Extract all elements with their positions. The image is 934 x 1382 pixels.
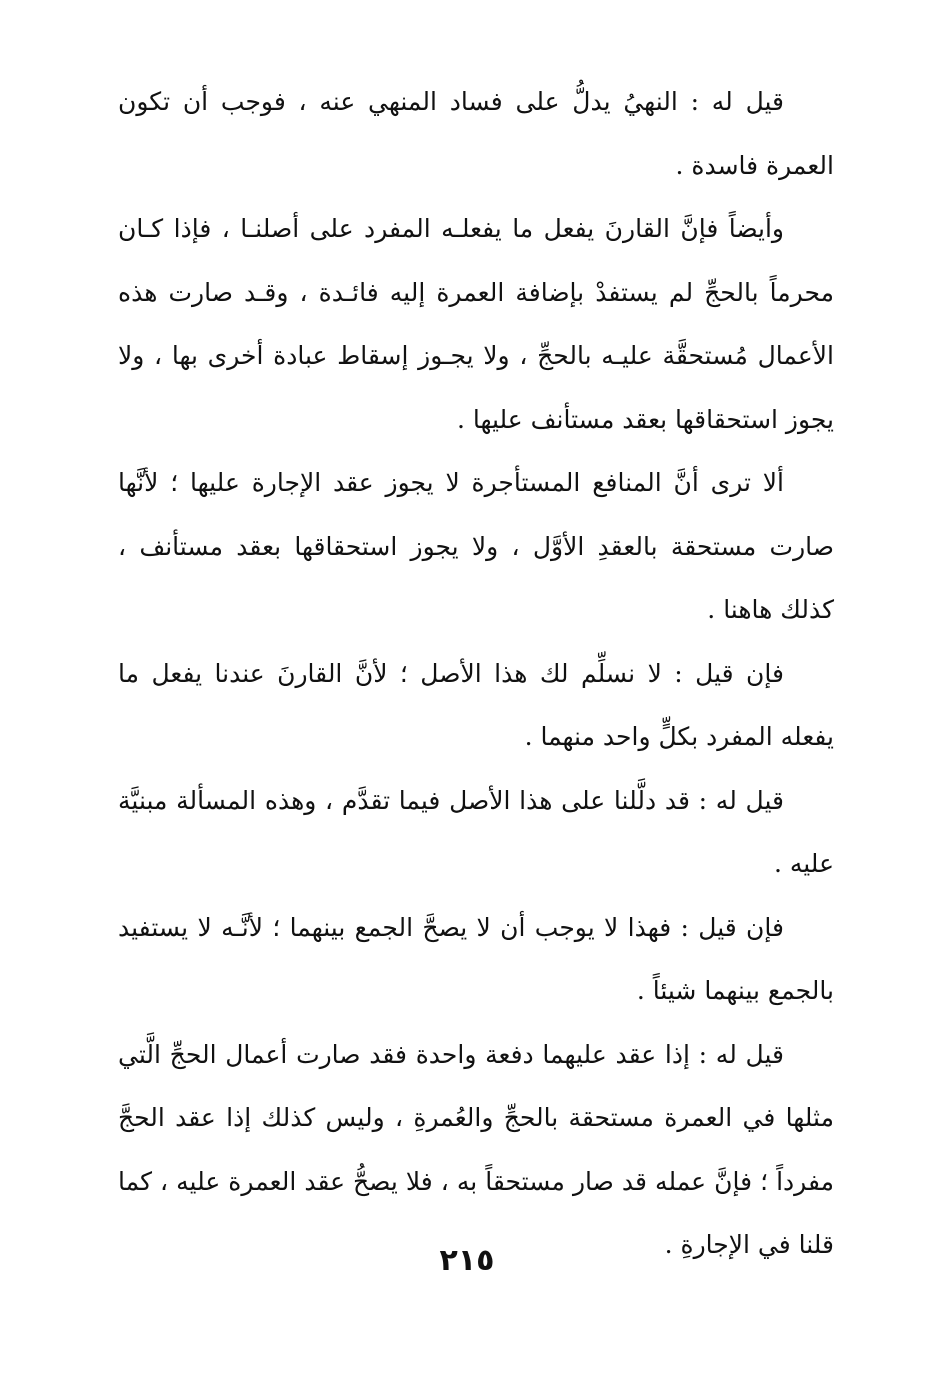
paragraph-2: وأيضاً فإنَّ القارنَ يفعل ما يفعلـه المفرد على أصلنـا ، فإذا كـان محرماً بالحجِّ لم يستفدْ بإضافة العمرة إليه فائـدة ، وقـد صارت هذه الأعمال مُستحقَّة عليـه بالحجِّ ، ولا يجـوز إسقاط عبادة أخرى بها ، ولا يجوز استحقاقها بعقد مستأنف عليها . — [118, 214, 834, 434]
paragraph-7: قيل له : إذا عقد عليهما دفعة واحدة فقد صارت أعمال الحجِّ الَّتي مثلها في العمرة مستحقة بالحجِّ والعُمرةِ ، وليس كذلك إذا عقد الحجَّ مفرداً ؛ فإنَّ عمله قد صار مستحقاً به ، فلا يصحُّ عقد العمرة عليه ، كما قلنا في الإجارةِ . — [118, 1039, 834, 1259]
paragraph-1: قيل له : النهيُ يدلُّ على فساد المنهي عنه ، فوجب أن تكون العمرة فاسدة . — [118, 87, 834, 180]
body-text — [118, 70, 834, 1277]
paragraph-6: فإن قيل : فهذا لا يوجب أن لا يصحَّ الجمع بينهما ؛ لأنَّـه لا يستفيد بالجمع بينهما شيئاً . — [118, 912, 834, 1005]
paragraph-3: ألا ترى أنَّ المنافع المستأجرة لا يجوز عقد الإجارة عليها ؛ لأنَّها صارت مستحقة بالعقدِ الأوَّل ، ولا يجوز استحقاقها بعقد مستأنف ، كذلك هاهنا . — [118, 468, 834, 624]
paragraph-4: فإن قيل : لا نسلِّم لك هذا الأصل ؛ لأنَّ القارنَ عندنا يفعل ما يفعله المفرد بكلٍّ واحد منهما . — [118, 658, 834, 751]
paragraph-5: قيل له : قد دلَّلنا على هذا الأصل فيما تقدَّم ، وهذه المسألة مبنيَّة عليه . — [118, 785, 834, 878]
page-number: ٢١٥ — [439, 1243, 495, 1278]
